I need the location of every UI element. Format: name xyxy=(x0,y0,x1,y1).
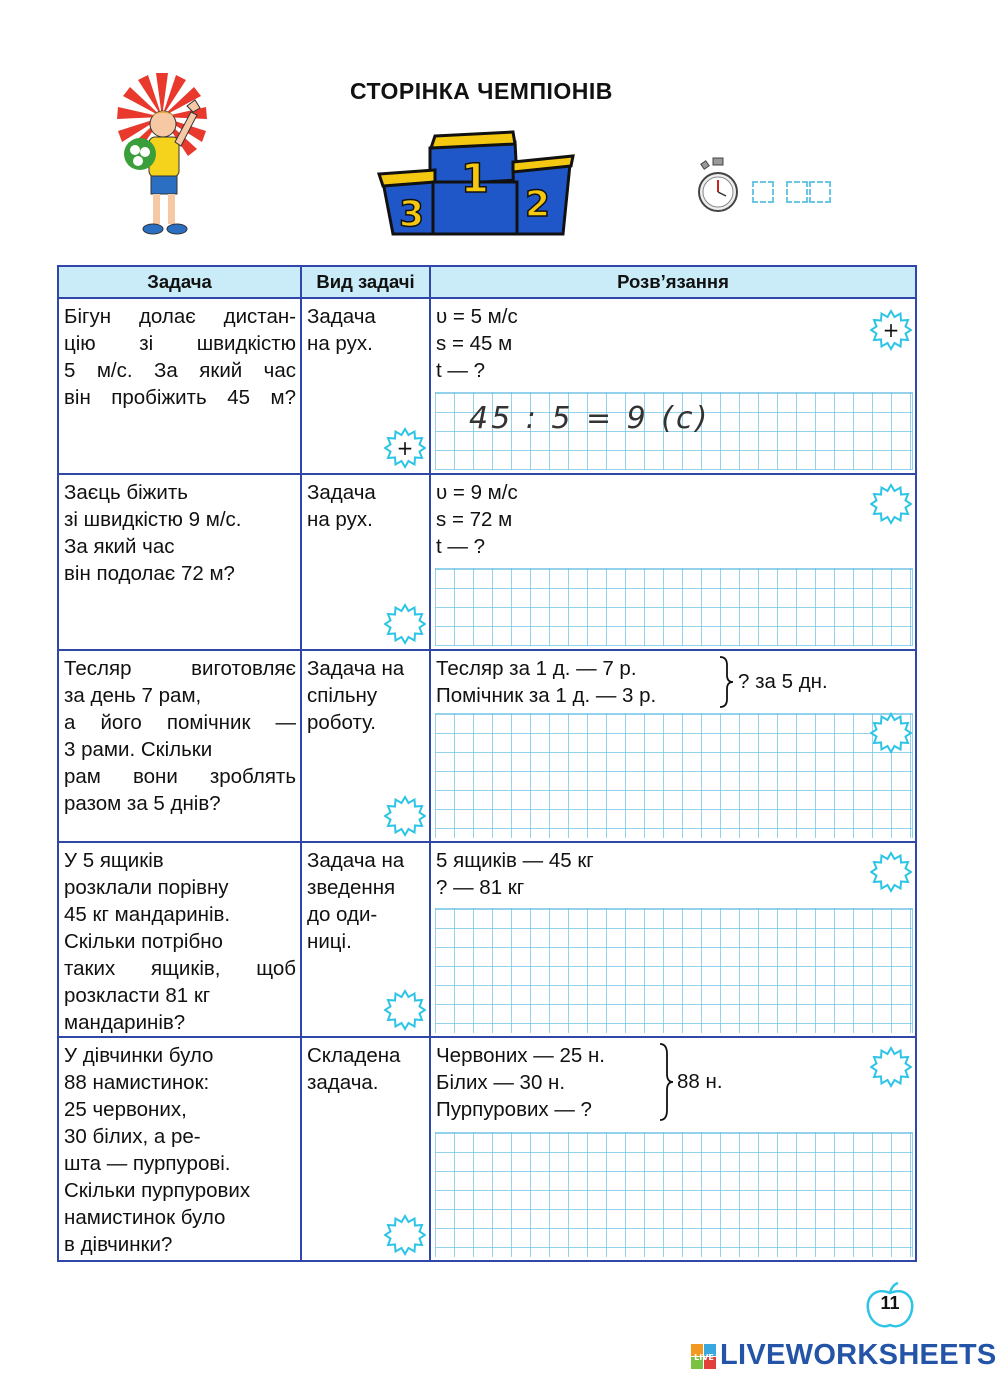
given-line: ? — 81 кг xyxy=(436,876,525,899)
page-title: СТОРІНКА ЧЕМПІОНІВ xyxy=(350,78,613,104)
solution-grid[interactable] xyxy=(435,1132,913,1257)
table-row xyxy=(58,1037,916,1261)
given-line: Тесляр за 1 д. — 7 р. xyxy=(436,657,637,680)
curly-brace xyxy=(658,1042,674,1122)
type-line: Задача xyxy=(307,305,376,328)
type-line: Задача xyxy=(307,481,376,504)
time-box-2[interactable] xyxy=(786,181,808,203)
solution-cell xyxy=(430,298,916,474)
problem-line: 3 рами. Скільки xyxy=(64,738,213,761)
given-line: s = 45 м xyxy=(436,332,513,355)
type-line: до оди- xyxy=(307,903,378,926)
solution-grid[interactable] xyxy=(435,908,913,1033)
type-check-mark: + xyxy=(396,436,414,460)
problem-line: намистинок було xyxy=(64,1206,226,1229)
type-check-badge[interactable] xyxy=(384,989,426,1031)
type-line: на рух. xyxy=(307,332,373,355)
problem-line: таких ящиків, щоб xyxy=(64,957,296,980)
type-cell xyxy=(301,298,430,474)
given-line: Пурпурових — ? xyxy=(436,1098,592,1121)
brace-label: 88 н. xyxy=(677,1070,723,1093)
stopwatch-icon xyxy=(696,152,740,222)
problem-line: шта — пурпурові. xyxy=(64,1152,231,1175)
header-type: Вид задачі xyxy=(301,266,430,298)
problem-line: 30 білих, а ре- xyxy=(64,1125,201,1148)
problem-line: разом за 5 днів? xyxy=(64,792,221,815)
solution-check-mark: + xyxy=(882,318,900,342)
problem-line: цію зі швидкістю xyxy=(64,332,296,355)
table-row xyxy=(58,842,916,1037)
table-row xyxy=(58,298,916,474)
podium-place-3: 3 xyxy=(399,194,425,235)
problem-line: рам вони зроблять xyxy=(64,765,296,788)
problem-line: 45 кг мандаринів. xyxy=(64,903,231,926)
type-line: Задача на xyxy=(307,657,405,680)
table-header-row xyxy=(58,266,916,298)
given-line: s = 72 м xyxy=(436,508,513,531)
type-check-badge[interactable] xyxy=(384,427,426,469)
type-check-badge[interactable] xyxy=(384,795,426,837)
type-line: задача. xyxy=(307,1071,379,1094)
type-check-badge[interactable] xyxy=(384,1214,426,1256)
problem-line: 88 намистинок: xyxy=(64,1071,210,1094)
podium-illustration xyxy=(375,130,575,240)
podium-place-2: 2 xyxy=(525,184,551,225)
solution-check-badge[interactable] xyxy=(870,483,912,525)
header-problem: Задача xyxy=(58,266,301,298)
type-cell xyxy=(301,650,430,842)
problem-cell xyxy=(58,842,301,1037)
problem-line: 5 м/с. За який час xyxy=(64,359,296,382)
problem-line: У дівчинки було xyxy=(64,1044,214,1067)
solution-cell xyxy=(430,474,916,650)
problem-line: Скільки потрібно xyxy=(64,930,223,953)
solution-check-badge[interactable] xyxy=(870,309,912,351)
problem-line: Бігун долає дистан- xyxy=(64,305,296,328)
problem-line: а його помічник — xyxy=(64,711,296,734)
given-line: υ = 5 м/с xyxy=(436,305,518,328)
type-line: спільну xyxy=(307,684,378,707)
problem-line: зі швидкістю 9 м/с. xyxy=(64,508,242,531)
time-box-3[interactable] xyxy=(809,181,831,203)
given-line: Помічник за 1 д. — 3 р. xyxy=(436,684,657,707)
problems-table xyxy=(57,265,917,1262)
problem-line: 25 червоних, xyxy=(64,1098,187,1121)
problem-line: мандаринів? xyxy=(64,1011,186,1034)
given-line: 5 ящиків — 45 кг xyxy=(436,849,594,872)
table-row xyxy=(58,650,916,842)
type-line: на рух. xyxy=(307,508,373,531)
problem-line: У 5 ящиків xyxy=(64,849,164,872)
problem-line: розкласти 81 кг xyxy=(64,984,211,1007)
curly-brace xyxy=(718,655,734,709)
page-number: 11 xyxy=(880,1293,900,1313)
problem-line: За який час xyxy=(64,535,175,558)
liveworksheets-logo-icon xyxy=(690,1340,718,1374)
type-cell xyxy=(301,474,430,650)
problem-line: Скільки пурпурових xyxy=(64,1179,251,1202)
problem-line: в дівчинки? xyxy=(64,1233,173,1256)
table-row xyxy=(58,474,916,650)
problem-cell xyxy=(58,1037,301,1261)
type-line: ниці. xyxy=(307,930,352,953)
type-check-badge[interactable] xyxy=(384,603,426,645)
type-cell xyxy=(301,842,430,1037)
given-line: Червоних — 25 н. xyxy=(436,1044,605,1067)
problem-line: розклали порівну xyxy=(64,876,229,899)
type-line: роботу. xyxy=(307,711,377,734)
liveworksheets-logo-text: LIVEWORKSHEETS xyxy=(720,1339,997,1371)
solution-grid[interactable] xyxy=(435,568,913,646)
brace-label: ? за 5 дн. xyxy=(738,670,828,693)
solution-cell xyxy=(430,650,916,842)
page-number-badge xyxy=(862,1281,918,1331)
solution-check-badge[interactable] xyxy=(870,851,912,893)
problem-line: він пробіжить 45 м? xyxy=(64,386,296,409)
problem-line: за день 7 рам, xyxy=(64,684,202,707)
podium-place-1: 1 xyxy=(461,156,489,202)
problem-line: він подолає 72 м? xyxy=(64,562,235,585)
problem-cell xyxy=(58,650,301,842)
solution-cell xyxy=(430,1037,916,1261)
header-solution: Розв’язання xyxy=(430,266,916,298)
solution-grid[interactable] xyxy=(435,392,913,470)
solution-cell xyxy=(430,842,916,1037)
champion-boy-illustration xyxy=(105,72,220,242)
problem-line: Тесляр виготовляє xyxy=(64,657,296,680)
type-cell xyxy=(301,1037,430,1261)
given-line: υ = 9 м/с xyxy=(436,481,518,504)
type-line: зведення xyxy=(307,876,396,899)
problem-cell xyxy=(58,474,301,650)
solution-check-badge[interactable] xyxy=(870,712,912,754)
type-line: Задача на xyxy=(307,849,405,872)
type-line: Складена xyxy=(307,1044,401,1067)
solution-check-badge[interactable] xyxy=(870,1046,912,1088)
solution-grid[interactable] xyxy=(435,713,913,838)
given-line: t — ? xyxy=(436,535,485,558)
given-line: Білих — 30 н. xyxy=(436,1071,566,1094)
logo-mark-text: LIVE xyxy=(694,1353,714,1362)
problem-cell xyxy=(58,298,301,474)
time-box-1[interactable] xyxy=(752,181,774,203)
handwritten-answer: 45 : 5 = 9 (с) xyxy=(469,401,711,436)
given-line: t — ? xyxy=(436,359,485,382)
problem-line: Заєць біжить xyxy=(64,481,188,504)
